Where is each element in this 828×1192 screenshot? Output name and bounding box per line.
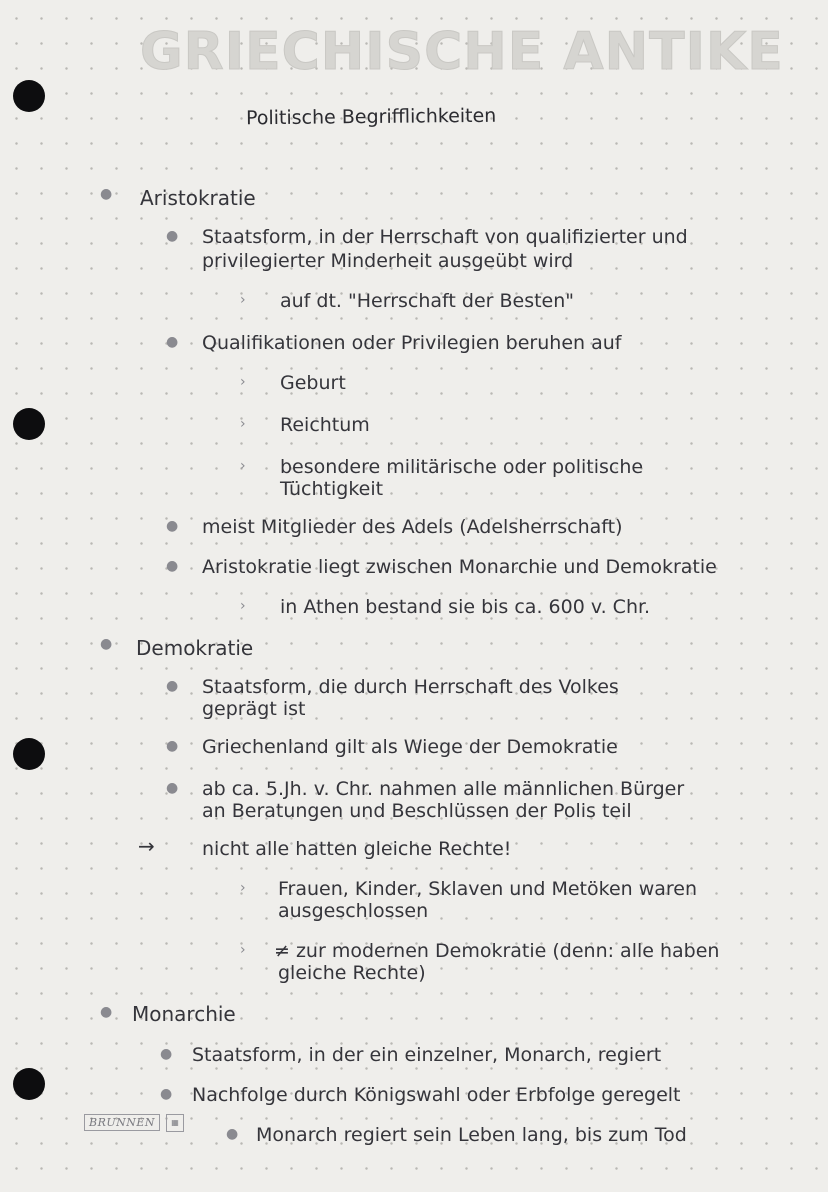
note-line: geprägt ist — [202, 698, 306, 720]
punch-hole — [13, 1068, 45, 1100]
bullet-dot: ● — [100, 636, 113, 652]
chevron-icon: › — [240, 374, 246, 390]
note-line: Nachfolge durch Königswahl oder Erbfolge geregelt — [192, 1084, 681, 1106]
chevron-icon: › — [240, 880, 246, 896]
note-line: Aristokratie liegt zwischen Monarchie und Demokratie — [202, 556, 717, 578]
note-line: Staatsform, die durch Herrschaft des Volkes — [202, 676, 619, 698]
bullet-dot: ● — [100, 1004, 113, 1020]
note-line: meist Mitglieder des Adels (Adelsherrschaft) — [202, 516, 623, 538]
punch-hole — [13, 408, 45, 440]
bullet-dot: ● — [166, 678, 179, 694]
bullet-dot: ● — [166, 518, 179, 534]
note-line: Reichtum — [280, 414, 370, 436]
note-line: Qualifikationen oder Privilegien beruhen auf — [202, 332, 622, 354]
note-line: an Beratungen und Beschlüssen der Polis teil — [202, 800, 632, 822]
note-line: Frauen, Kinder, Sklaven und Metöken waren — [278, 878, 698, 900]
note-line: ≠ zur modernen Demokratie (denn: alle haben — [274, 940, 720, 962]
note-line: Geburt — [280, 372, 346, 394]
bullet-dot: ● — [166, 334, 179, 350]
note-line: Monarch regiert sein Leben lang, bis zum Tod — [256, 1124, 687, 1146]
punch-hole — [13, 738, 45, 770]
bullet-dot: ● — [166, 780, 179, 796]
section-heading-aristokratie: Aristokratie — [140, 186, 256, 210]
bullet-dot: ● — [160, 1086, 173, 1102]
note-line: Staatsform, in der ein einzelner, Monarch, regiert — [192, 1044, 662, 1066]
page-title: GRIECHISCHE ANTIKE — [140, 22, 784, 82]
brand-logo: BRUNNEN — [84, 1114, 160, 1131]
bullet-dot: ● — [166, 558, 179, 574]
punch-hole — [13, 80, 45, 112]
arrow-right-icon: → — [138, 834, 155, 858]
chevron-icon: › — [240, 942, 246, 958]
chevron-icon: › — [240, 598, 246, 614]
note-line: ausgeschlossen — [278, 900, 429, 922]
note-line: privilegierter Minderheit ausgeübt wird — [202, 250, 574, 272]
bullet-dot: ● — [100, 186, 113, 202]
chevron-icon: › — [240, 458, 246, 474]
bullet-dot: ● — [166, 228, 179, 244]
section-heading-monarchie: Monarchie — [132, 1002, 236, 1026]
brand-emblem-icon: ▦ — [166, 1114, 184, 1132]
chevron-icon: › — [240, 292, 246, 308]
bullet-dot: ● — [226, 1126, 239, 1142]
note-line: besondere militärische oder politische — [280, 456, 644, 478]
bullet-dot: ● — [166, 738, 179, 754]
note-line: Tüchtigkeit — [280, 478, 384, 500]
note-line: ab ca. 5.Jh. v. Chr. nahmen alle männlichen Bürger — [202, 778, 685, 800]
note-line: in Athen bestand sie bis ca. 600 v. Chr. — [280, 596, 651, 618]
bullet-dot: ● — [160, 1046, 173, 1062]
note-line: gleiche Rechte) — [278, 962, 426, 984]
chevron-icon: › — [240, 416, 246, 432]
page-subtitle: Politische Begrifflichkeiten — [245, 104, 497, 130]
note-line: Griechenland gilt als Wiege der Demokratie — [202, 736, 618, 758]
note-line: nicht alle hatten gleiche Rechte! — [202, 838, 512, 860]
section-heading-demokratie: Demokratie — [136, 636, 254, 660]
note-line: Staatsform, in der Herrschaft von qualifizierter und — [202, 226, 688, 248]
note-line: auf dt. "Herrschaft der Besten" — [280, 290, 575, 312]
